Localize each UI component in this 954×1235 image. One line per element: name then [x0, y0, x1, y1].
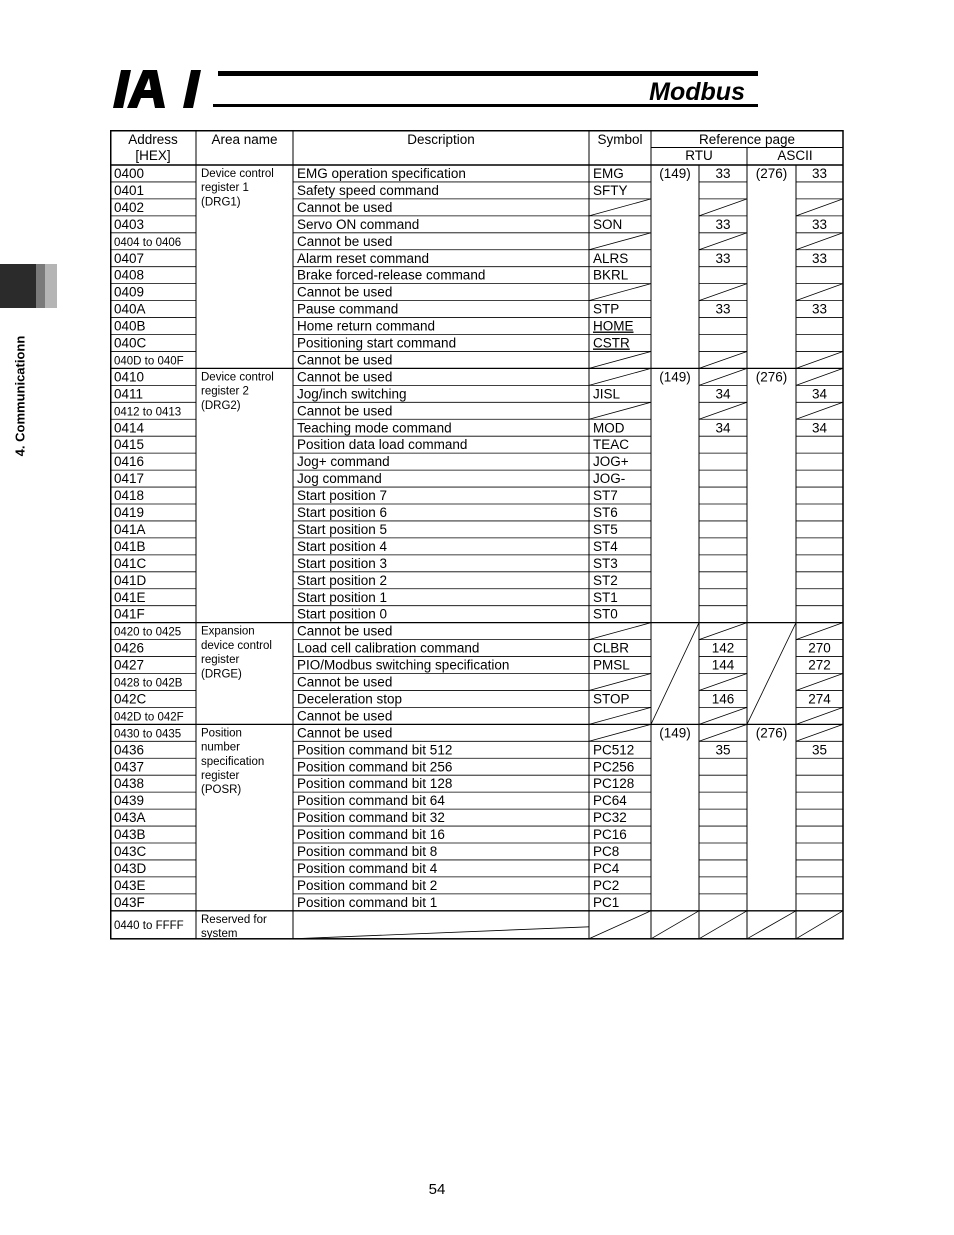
row-description: Start position 4 — [297, 538, 388, 554]
row-symbol: PC4 — [593, 860, 620, 876]
empty-cell-slash — [589, 911, 651, 939]
row-symbol: PC512 — [593, 742, 635, 758]
area-name-text: (DRG1) — [201, 196, 241, 209]
row-description: Cannot be used — [297, 369, 393, 385]
empty-cell-slash — [699, 199, 747, 216]
row-address: 042C — [114, 691, 147, 707]
empty-cell-slash — [699, 707, 747, 724]
row-address: 0439 — [114, 793, 145, 809]
row-address: 043E — [114, 877, 146, 893]
row-address: 0420 to 0425 — [114, 626, 182, 639]
empty-cell-slash — [699, 724, 747, 741]
row-description: Jog command — [297, 471, 382, 487]
area-name-text: Device control — [201, 371, 274, 384]
row-ascii-page: 33 — [811, 250, 828, 266]
empty-cell-slash — [747, 911, 796, 939]
row-address: 0437 — [114, 759, 145, 775]
row-ascii-page: 274 — [808, 691, 831, 707]
empty-cell-slash — [589, 707, 651, 724]
row-symbol: PC8 — [593, 844, 620, 859]
empty-cell-slash — [589, 284, 651, 301]
empty-cell-slash — [589, 199, 651, 216]
empty-cell-slash — [699, 368, 747, 385]
empty-cell-slash — [699, 284, 747, 301]
row-rtu-page: 34 — [715, 420, 731, 436]
row-symbol: BKRL — [593, 267, 629, 283]
area-name-text: Reserved for — [201, 913, 267, 926]
area-name-text: device control — [201, 639, 272, 652]
row-address: 0418 — [114, 488, 145, 504]
row-description: Position command bit 32 — [297, 810, 445, 826]
row-symbol: STP — [593, 301, 620, 317]
row-symbol: HOME — [593, 318, 634, 334]
row-address: 043D — [114, 860, 147, 876]
row-rtu-page: 34 — [715, 386, 731, 402]
row-symbol: CSTR — [593, 335, 630, 351]
row-address: 0436 — [114, 742, 145, 758]
row-description: PIO/Modbus switching specification — [297, 657, 510, 673]
header-ascii: ASCII — [777, 148, 813, 163]
empty-cell-slash — [796, 233, 843, 250]
area-name-text: register — [201, 654, 240, 667]
row-symbol: EMG — [593, 166, 624, 181]
row-address: 0426 — [114, 640, 145, 656]
row-ascii-page: 34 — [811, 386, 828, 402]
row-description: Position command bit 16 — [297, 827, 445, 843]
row-description: Cannot be used — [297, 233, 393, 249]
row-address: 040D to 040F — [114, 355, 184, 368]
row-description: Load cell calibration command — [297, 640, 480, 656]
row-address: 040C — [114, 335, 147, 351]
chapter-tab-marker — [0, 264, 36, 308]
empty-cell-slash — [589, 724, 651, 741]
empty-cell-slash — [796, 623, 843, 640]
row-description: Servo ON command — [297, 216, 420, 232]
area-name-text: specification — [201, 755, 265, 768]
row-ascii-page: 270 — [808, 640, 831, 656]
row-symbol: TEAC — [593, 437, 630, 453]
row-description: Cannot be used — [297, 352, 393, 368]
empty-cell-slash — [796, 199, 843, 216]
empty-cell-slash — [699, 674, 747, 691]
row-symbol: PC1 — [593, 894, 620, 910]
row-description: Start position 2 — [297, 572, 388, 588]
row-description: Cannot be used — [297, 725, 393, 741]
area-name-text: register — [201, 769, 240, 782]
row-description: Cannot be used — [297, 403, 393, 419]
row-address: 041A — [114, 521, 146, 537]
header-title: Modbus — [649, 78, 745, 106]
row-address: 040B — [114, 318, 146, 334]
empty-cell-slash — [651, 623, 699, 725]
row-description: Safety speed command — [297, 182, 439, 198]
row-address: 040A — [114, 301, 146, 317]
row-address: 0404 to 0406 — [114, 236, 182, 249]
row-ascii-page: 35 — [811, 742, 828, 758]
row-address: 041E — [114, 589, 146, 605]
header-reference-page: Reference page — [698, 132, 796, 147]
row-description: Alarm reset command — [297, 250, 430, 266]
row-rtu-page: 35 — [715, 742, 731, 758]
row-rtu-page: 33 — [715, 166, 731, 181]
row-description: Position command bit 512 — [297, 742, 453, 758]
row-symbol: ST3 — [593, 555, 618, 571]
empty-cell-slash — [699, 402, 747, 419]
group-ascii-ref: (276) — [755, 725, 788, 741]
group-ascii-ref: (276) — [755, 369, 788, 385]
empty-cell-slash — [796, 284, 843, 301]
row-address: 043F — [114, 894, 145, 910]
row-symbol: JISL — [593, 386, 621, 402]
row-address: 0417 — [114, 471, 145, 487]
area-name-text: (DRG2) — [201, 399, 241, 412]
chapter-tab-shade-light — [45, 264, 57, 308]
empty-cell-slash — [796, 911, 843, 939]
page-number: 54 — [428, 1181, 446, 1198]
row-symbol: PC64 — [593, 793, 627, 809]
iai-logo — [113, 70, 213, 110]
row-address: 0400 — [114, 166, 145, 181]
row-description: Jog+ command — [297, 454, 390, 470]
row-address: 0419 — [114, 505, 145, 520]
row-address: 0408 — [114, 267, 145, 283]
area-name-text: number — [201, 741, 240, 754]
row-ascii-page: 33 — [811, 216, 828, 232]
empty-cell-slash — [796, 724, 843, 741]
row-address: 0403 — [114, 216, 145, 232]
row-description: Start position 1 — [297, 589, 388, 605]
header-address-unit: [HEX] — [135, 148, 171, 163]
empty-cell-slash — [796, 707, 843, 724]
empty-cell-slash — [589, 368, 651, 385]
area-name-text: (POSR) — [201, 784, 242, 797]
row-symbol: ST6 — [593, 505, 618, 520]
row-description: Deceleration stop — [297, 691, 403, 707]
row-address: 0407 — [114, 250, 145, 266]
header-rtu: RTU — [685, 148, 713, 163]
empty-cell-slash — [796, 674, 843, 691]
row-ascii-page: 34 — [811, 420, 828, 436]
row-symbol: MOD — [593, 420, 625, 436]
row-rtu-page: 146 — [711, 691, 735, 707]
row-address: 041B — [114, 538, 146, 554]
row-symbol: ALRS — [593, 250, 629, 266]
modbus-register-table — [110, 130, 845, 942]
chapter-tab-shade-mid — [36, 264, 45, 308]
row-symbol: PC128 — [593, 776, 635, 792]
row-address: 043C — [114, 844, 147, 859]
row-address: 0428 to 042B — [114, 677, 183, 690]
row-description: Cannot be used — [297, 674, 393, 690]
row-description: Pause command — [297, 301, 399, 317]
row-address: 0401 — [114, 182, 145, 198]
row-symbol: SON — [593, 216, 623, 232]
row-symbol: ST1 — [593, 589, 618, 605]
row-description: Position command bit 1 — [297, 894, 438, 910]
row-address: 0427 — [114, 657, 145, 673]
row-address: 0440 to FFFF — [114, 919, 184, 932]
empty-cell-slash — [699, 623, 747, 640]
row-symbol: PC16 — [593, 827, 627, 843]
row-ascii-page: 33 — [811, 166, 828, 181]
header-symbol: Symbol — [597, 132, 643, 147]
row-description: Position command bit 128 — [297, 776, 453, 792]
row-address: 043B — [114, 827, 146, 843]
header-description: Description — [407, 132, 475, 147]
area-name-text: (DRGE) — [201, 668, 242, 681]
row-description: Home return command — [297, 318, 436, 334]
row-symbol: PC32 — [593, 810, 627, 826]
row-symbol: PC2 — [593, 877, 620, 893]
header-address: Address — [128, 132, 178, 147]
empty-cell-slash — [796, 402, 843, 419]
row-symbol: ST5 — [593, 521, 618, 537]
area-name-text: system — [201, 928, 238, 940]
row-ascii-page: 33 — [811, 301, 828, 317]
table-border — [111, 131, 843, 939]
row-address: 0430 to 0435 — [114, 728, 182, 741]
row-address: 041C — [114, 555, 147, 571]
empty-cell-slash — [699, 911, 747, 939]
group-rtu-ref: (149) — [659, 166, 691, 181]
row-description: Position command bit 256 — [297, 759, 453, 775]
empty-cell-slash — [747, 623, 796, 725]
row-symbol: PC256 — [593, 759, 635, 775]
area-name-text: register 2 — [201, 385, 249, 398]
header-area-name: Area name — [211, 132, 278, 147]
empty-cell-slash — [651, 911, 699, 939]
row-description: Brake forced-release command — [297, 267, 486, 283]
row-address: 0402 — [114, 199, 145, 215]
row-description: Position data load command — [297, 437, 468, 453]
row-description: EMG operation specification — [297, 166, 466, 181]
row-symbol: JOG- — [593, 471, 626, 487]
empty-cell-slash — [699, 351, 747, 368]
area-name-text: Device control — [201, 168, 274, 180]
header-rule-top — [218, 71, 758, 76]
group-rtu-ref: (149) — [659, 369, 691, 385]
empty-cell-slash — [796, 368, 843, 385]
empty-cell-slash — [589, 623, 651, 640]
row-symbol: ST4 — [593, 538, 618, 554]
row-description: Cannot be used — [297, 623, 393, 639]
row-address: 0409 — [114, 284, 145, 300]
row-description: Start position 6 — [297, 505, 388, 520]
row-description: Position command bit 4 — [297, 860, 438, 876]
row-address: 0414 — [114, 420, 145, 436]
row-description: Cannot be used — [297, 284, 393, 300]
empty-cell-slash — [589, 402, 651, 419]
row-address: 0415 — [114, 437, 145, 453]
row-symbol: ST0 — [593, 606, 618, 622]
row-description: Cannot be used — [297, 708, 393, 724]
chapter-side-label: 4. Communicationn — [12, 335, 28, 457]
row-description: Teaching mode command — [297, 420, 452, 436]
row-symbol: JOG+ — [593, 454, 629, 470]
row-symbol: CLBR — [593, 640, 630, 656]
group-ascii-ref: (276) — [755, 166, 788, 181]
row-symbol: ST2 — [593, 572, 618, 588]
row-description: Start position 0 — [297, 606, 388, 622]
row-address: 0438 — [114, 776, 145, 792]
row-symbol: STOP — [593, 691, 630, 707]
row-rtu-page: 33 — [715, 250, 731, 266]
row-rtu-page: 142 — [711, 640, 735, 656]
row-ascii-page: 272 — [808, 657, 831, 673]
row-rtu-page: 144 — [711, 657, 735, 673]
group-rtu-ref: (149) — [659, 725, 691, 741]
row-symbol: PMSL — [593, 657, 630, 673]
empty-cell-slash — [589, 674, 651, 691]
row-symbol: SFTY — [593, 182, 628, 198]
row-address: 0412 to 0413 — [114, 406, 182, 419]
row-symbol: ST7 — [593, 488, 618, 504]
row-description: Cannot be used — [297, 199, 393, 215]
row-address: 043A — [114, 810, 146, 826]
row-description: Start position 7 — [297, 488, 388, 504]
row-rtu-page: 33 — [715, 216, 731, 232]
empty-cell-slash — [796, 351, 843, 368]
row-address: 041F — [114, 606, 145, 622]
row-description: Jog/inch switching — [297, 386, 407, 402]
empty-cell-slash — [699, 233, 747, 250]
row-description: Position command bit 8 — [297, 844, 438, 859]
row-address: 0410 — [114, 369, 145, 385]
row-description: Positioning start command — [297, 335, 457, 351]
row-rtu-page: 33 — [715, 301, 731, 317]
row-address: 042D to 042F — [114, 711, 184, 724]
row-description: Start position 5 — [297, 521, 388, 537]
area-name-text: register 1 — [201, 182, 249, 195]
row-description: Position command bit 2 — [297, 877, 438, 893]
row-address: 0411 — [114, 386, 144, 402]
area-name-text: Expansion — [201, 625, 255, 638]
empty-cell-slash — [589, 233, 651, 250]
row-description: Start position 3 — [297, 555, 388, 571]
row-description: Position command bit 64 — [297, 793, 445, 809]
row-address: 041D — [114, 572, 147, 588]
area-name-text: Position — [201, 727, 242, 740]
row-address: 0416 — [114, 454, 145, 470]
empty-cell-slash — [589, 351, 651, 368]
empty-cell-slash — [293, 927, 589, 939]
